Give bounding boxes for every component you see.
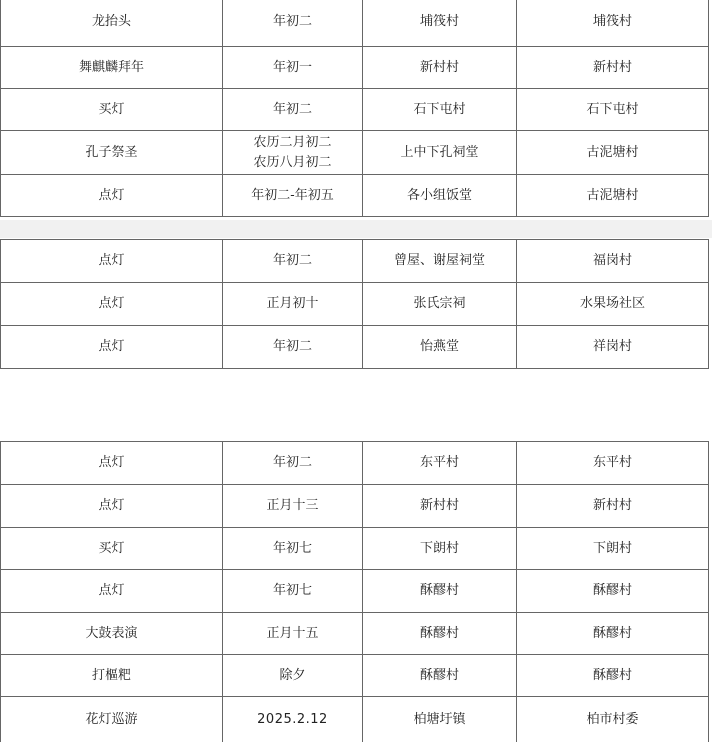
time-cell: 年初二 [223, 240, 363, 283]
activity-cell: 买灯 [1, 89, 223, 131]
village-cell: 柏市村委 [517, 697, 709, 742]
activity-table-2 [0, 239, 709, 369]
village-cell: 酥醪村 [517, 570, 709, 613]
page-break [0, 220, 712, 238]
place-cell: 怡燕堂 [363, 326, 517, 369]
place-cell: 酥醪村 [363, 613, 517, 655]
time-cell: 年初二 [223, 89, 363, 131]
time-line: 农历八月初二 [253, 154, 332, 170]
place-cell: 东平村 [363, 442, 517, 485]
place-cell: 新村村 [363, 47, 517, 89]
table-section-2 [0, 239, 712, 369]
table-section-1 [0, 0, 712, 217]
place-cell: 酥醪村 [363, 655, 517, 697]
activity-cell: 点灯 [1, 485, 223, 528]
activity-cell: 点灯 [1, 442, 223, 485]
table-row [1, 528, 709, 570]
table-row [1, 655, 709, 697]
table-row [1, 89, 709, 131]
place-cell: 石下屯村 [363, 89, 517, 131]
table-row [1, 283, 709, 326]
time-cell [223, 131, 363, 175]
table-row [1, 485, 709, 528]
table-row [1, 697, 709, 742]
activity-cell: 点灯 [1, 283, 223, 326]
place-cell: 张氏宗祠 [363, 283, 517, 326]
table-row [1, 175, 709, 217]
place-cell: 各小组饭堂 [363, 175, 517, 217]
time-cell: 年初七 [223, 528, 363, 570]
village-cell: 埔筏村 [517, 0, 709, 47]
place-cell: 下朗村 [363, 528, 517, 570]
place-cell: 上中下孔祠堂 [363, 131, 517, 175]
table-row [1, 570, 709, 613]
place-cell: 酥醪村 [363, 570, 517, 613]
village-cell: 福岗村 [517, 240, 709, 283]
table-row [1, 47, 709, 89]
table-row [1, 0, 709, 47]
time-cell: 2025.2.12 [223, 697, 363, 742]
table-row [1, 613, 709, 655]
time-cell: 正月十五 [223, 613, 363, 655]
time-cell: 正月初十 [223, 283, 363, 326]
activity-cell: 点灯 [1, 570, 223, 613]
time-cell: 年初二-年初五 [223, 175, 363, 217]
table-section-3 [0, 441, 712, 742]
village-cell: 祥岗村 [517, 326, 709, 369]
activity-table-3 [0, 441, 709, 742]
time-cell: 年初七 [223, 570, 363, 613]
activity-cell: 点灯 [1, 175, 223, 217]
time-line: 农历二月初二 [253, 134, 332, 150]
activity-cell: 买灯 [1, 528, 223, 570]
activity-cell: 花灯巡游 [1, 697, 223, 742]
activity-cell: 龙抬头 [1, 0, 223, 47]
village-cell: 古泥塘村 [517, 131, 709, 175]
activity-cell: 点灯 [1, 240, 223, 283]
table-row [1, 442, 709, 485]
village-cell: 水果场社区 [517, 283, 709, 326]
village-cell: 新村村 [517, 485, 709, 528]
activity-cell: 打樞粑 [1, 655, 223, 697]
place-cell: 新村村 [363, 485, 517, 528]
place-cell: 埔筏村 [363, 0, 517, 47]
time-cell: 正月十三 [223, 485, 363, 528]
activity-cell: 点灯 [1, 326, 223, 369]
time-cell: 年初二 [223, 0, 363, 47]
time-cell: 年初二 [223, 442, 363, 485]
village-cell: 下朗村 [517, 528, 709, 570]
time-cell: 年初一 [223, 47, 363, 89]
activity-cell: 舞麒麟拜年 [1, 47, 223, 89]
village-cell: 东平村 [517, 442, 709, 485]
activity-cell: 大鼓表演 [1, 613, 223, 655]
place-cell: 曾屋、谢屋祠堂 [363, 240, 517, 283]
village-cell: 酥醪村 [517, 655, 709, 697]
time-cell: 年初二 [223, 326, 363, 369]
village-cell: 古泥塘村 [517, 175, 709, 217]
table-row [1, 131, 709, 175]
village-cell: 新村村 [517, 47, 709, 89]
village-cell: 酥醪村 [517, 613, 709, 655]
activity-cell: 孔子祭圣 [1, 131, 223, 175]
activity-table-1 [0, 0, 709, 217]
time-cell: 除夕 [223, 655, 363, 697]
table-row [1, 240, 709, 283]
table-row [1, 326, 709, 369]
village-cell: 石下屯村 [517, 89, 709, 131]
place-cell: 柏塘圩镇 [363, 697, 517, 742]
